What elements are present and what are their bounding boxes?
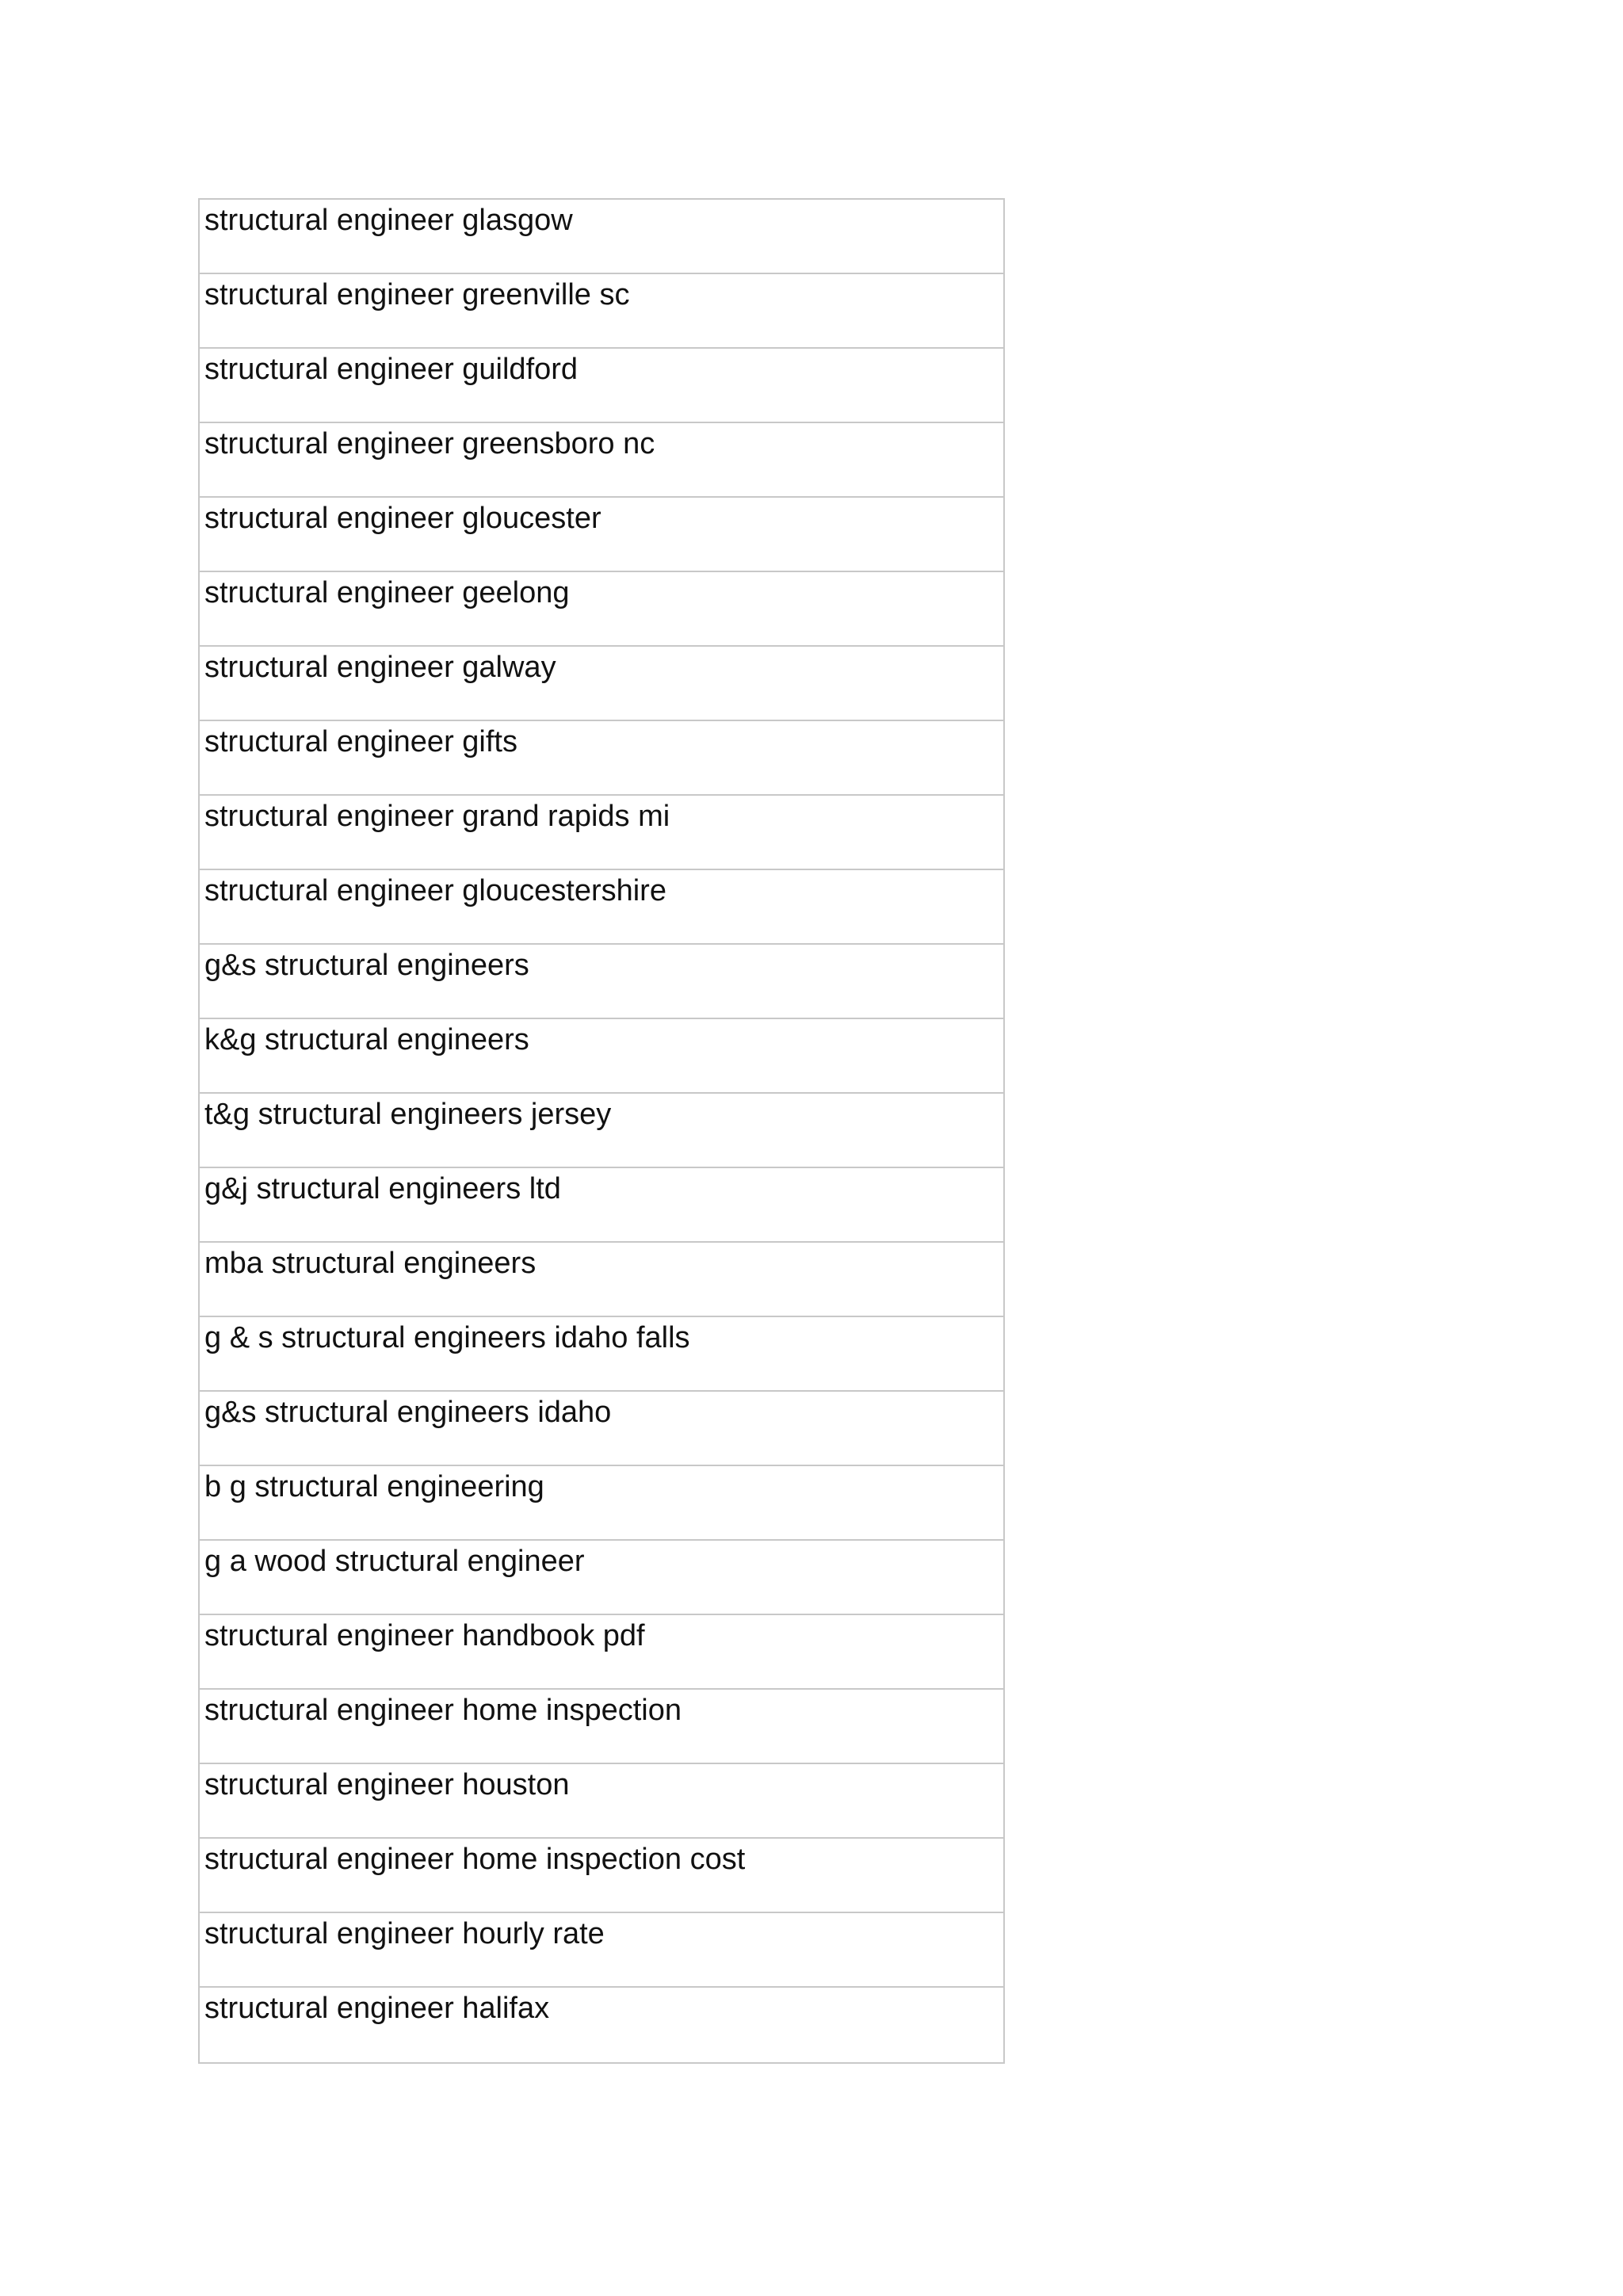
keyword-cell: structural engineer gloucestershire — [204, 874, 666, 907]
table-row — [200, 1317, 1003, 1392]
keyword-cell: structural engineer greenville sc — [204, 278, 630, 311]
table-row — [200, 721, 1003, 796]
keyword-cell: t&g structural engineers jersey — [204, 1098, 612, 1131]
keyword-cell: structural engineer houston — [204, 1768, 570, 1801]
table-row — [200, 274, 1003, 349]
keyword-cell: structural engineer gloucester — [204, 502, 601, 535]
keyword-cell: g&s structural engineers — [204, 949, 529, 982]
keyword-cell: structural engineer guildford — [204, 353, 579, 386]
keyword-cell: b g structural engineering — [204, 1470, 544, 1503]
table-row — [200, 796, 1003, 870]
table-row — [200, 1988, 1003, 2062]
keyword-cell: structural engineer home inspection — [204, 1694, 682, 1727]
table-row — [200, 1168, 1003, 1243]
table-row — [200, 1019, 1003, 1094]
keyword-cell: structural engineer home inspection cost — [204, 1843, 746, 1876]
keyword-cell: g & s structural engineers idaho falls — [204, 1321, 690, 1354]
table-row — [200, 1839, 1003, 1913]
table-row — [200, 1466, 1003, 1541]
table-row — [200, 1541, 1003, 1615]
table-row — [200, 1392, 1003, 1466]
keyword-cell: structural engineer glasgow — [204, 204, 573, 237]
table-row — [200, 1243, 1003, 1317]
table-row — [200, 349, 1003, 423]
table-row — [200, 1764, 1003, 1839]
keyword-cell: g a wood structural engineer — [204, 1545, 585, 1578]
table-row — [200, 1690, 1003, 1764]
table-row — [200, 498, 1003, 572]
keyword-cell: structural engineer hourly rate — [204, 1917, 605, 1950]
keyword-cell: structural engineer gifts — [204, 725, 517, 758]
keyword-cell: structural engineer halifax — [204, 1992, 550, 2025]
keyword-cell: g&s structural engineers idaho — [204, 1396, 612, 1429]
keyword-cell: structural engineer galway — [204, 651, 556, 684]
keyword-cell: structural engineer grand rapids mi — [204, 800, 670, 833]
keyword-cell: structural engineer greensboro nc — [204, 427, 655, 460]
keyword-cell: structural engineer handbook pdf — [204, 1619, 645, 1652]
keyword-table — [198, 198, 1005, 2064]
table-row — [200, 423, 1003, 498]
table-row — [200, 1094, 1003, 1168]
table-row — [200, 945, 1003, 1019]
keyword-cell: g&j structural engineers ltd — [204, 1172, 561, 1205]
table-row — [200, 1615, 1003, 1690]
keyword-cell: structural engineer geelong — [204, 576, 570, 609]
table-row — [200, 572, 1003, 647]
table-row — [200, 200, 1003, 274]
keyword-cell: mba structural engineers — [204, 1247, 537, 1280]
table-row — [200, 870, 1003, 945]
table-row — [200, 1913, 1003, 1988]
keyword-cell: k&g structural engineers — [204, 1023, 529, 1056]
table-row — [200, 647, 1003, 721]
